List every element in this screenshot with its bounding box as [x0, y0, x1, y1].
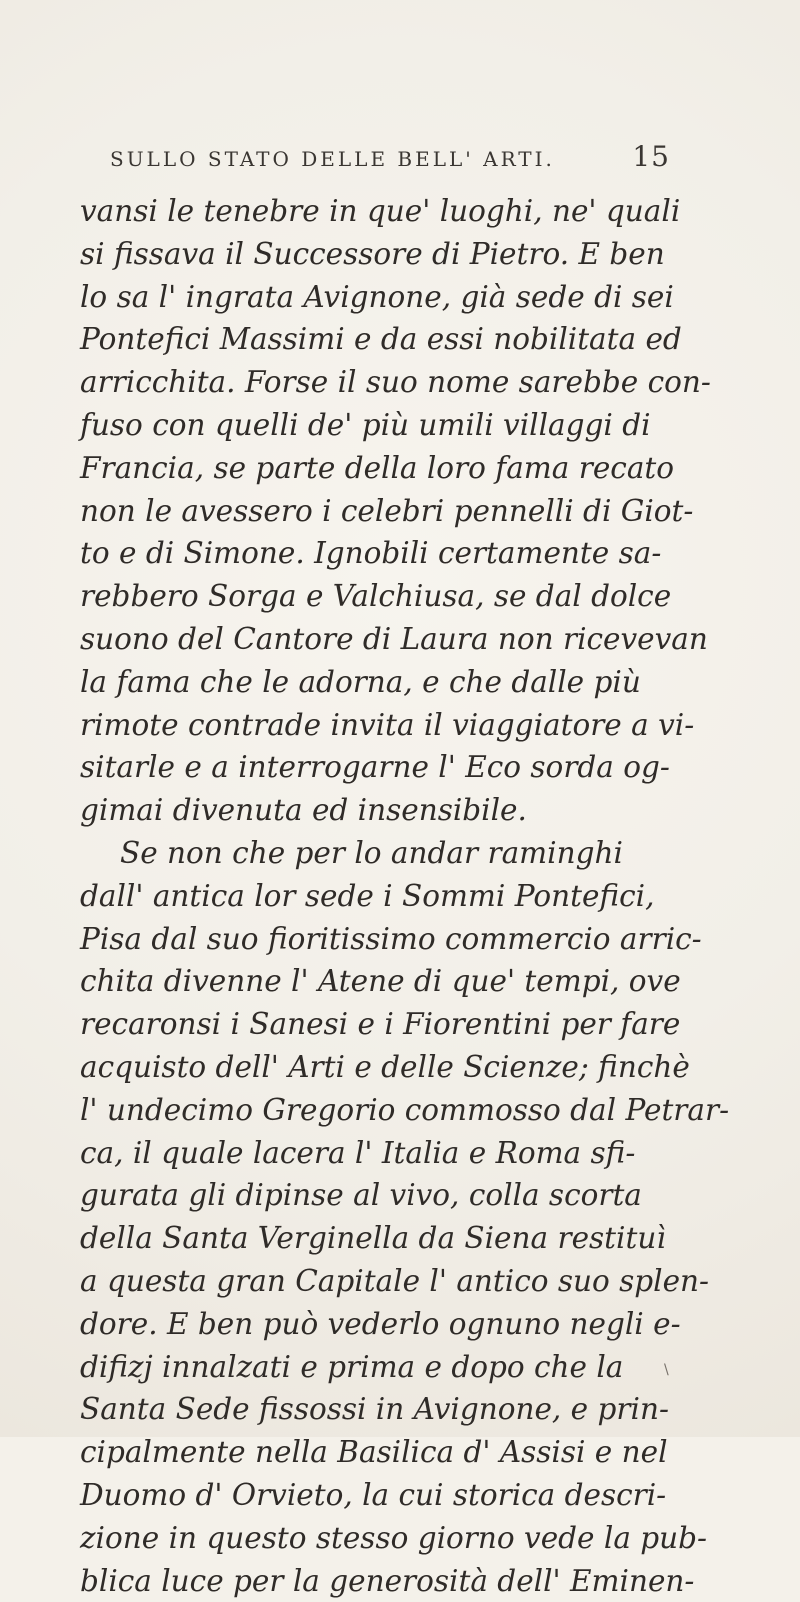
- text-line: rebbero Sorga e Valchiusa, se dal dolce: [80, 575, 710, 618]
- text-line: Pisa dal suo fioritissimo commercio arric-: [80, 918, 710, 961]
- text-line: suono del Cantore di Laura non ricevevan: [80, 618, 710, 661]
- text-line: Francia, se parte della loro fama recato: [80, 447, 710, 490]
- text-line: cipalmente nella Basilica d' Assisi e nel: [80, 1431, 710, 1474]
- text-line: Santa Sede fissossi in Avignone, e prin-: [80, 1388, 710, 1431]
- text-line: la fama che le adorna, e che dalle più: [80, 661, 710, 704]
- text-line: fuso con quelli de' più umili villaggi di: [80, 404, 710, 447]
- page-number: 15: [632, 140, 670, 173]
- footer-mark: \: [664, 1362, 669, 1378]
- text-line: a questa gran Capitale l' antico suo splen-: [80, 1260, 710, 1303]
- running-title: SULLO STATO DELLE BELL' ARTI.: [110, 147, 555, 171]
- page-header: [110, 140, 670, 173]
- text-line: l' undecimo Gregorio commosso dal Petrar-: [80, 1089, 710, 1132]
- text-line: dore. E ben può vederlo ognuno negli e-: [80, 1303, 710, 1346]
- text-line: dall' antica lor sede i Sommi Pontefici,: [80, 875, 710, 918]
- text-line: gimai divenuta ed insensibile.: [80, 789, 710, 832]
- text-line: acquisto dell' Arti e delle Scienze; finchè: [80, 1046, 710, 1089]
- text-line: blica luce per la generosità dell' Eminen-: [80, 1560, 710, 1602]
- text-line: ca, il quale lacera l' Italia e Roma sfi-: [80, 1132, 710, 1175]
- text-line: gurata gli dipinse al vivo, colla scorta: [80, 1174, 710, 1217]
- text-line: Duomo d' Orvieto, la cui storica descri-: [80, 1474, 710, 1517]
- text-line: zione in questo stesso giorno vede la pub-: [80, 1517, 710, 1560]
- text-line: to e di Simone. Ignobili certamente sa-: [80, 532, 710, 575]
- text-line: sitarle e a interrogarne l' Eco sorda og-: [80, 746, 710, 789]
- text-line: Pontefici Massimi e da essi nobilitata ed: [80, 318, 710, 361]
- text-line: rimote contrade invita il viaggiatore a vi-: [80, 704, 710, 747]
- text-line: chita divenne l' Atene di que' tempi, ove: [80, 960, 710, 1003]
- text-line: lo sa l' ingrata Avignone, già sede di sei: [80, 276, 710, 319]
- text-line: recaronsi i Sanesi e i Fiorentini per fare: [80, 1003, 710, 1046]
- text-line: Se non che per lo andar raminghi: [80, 832, 710, 875]
- text-line: vansi le tenebre in que' luoghi, ne' quali: [80, 190, 710, 233]
- text-line: arricchita. Forse il suo nome sarebbe con-: [80, 361, 710, 404]
- text-line: della Santa Verginella da Siena restituì: [80, 1217, 710, 1260]
- text-line: difizj innalzati e prima e dopo che la: [80, 1346, 710, 1389]
- text-line: non le avessero i celebri pennelli di Giot-: [80, 490, 710, 533]
- body-text: [80, 190, 710, 1602]
- text-line: si fissava il Successore di Pietro. E ben: [80, 233, 710, 276]
